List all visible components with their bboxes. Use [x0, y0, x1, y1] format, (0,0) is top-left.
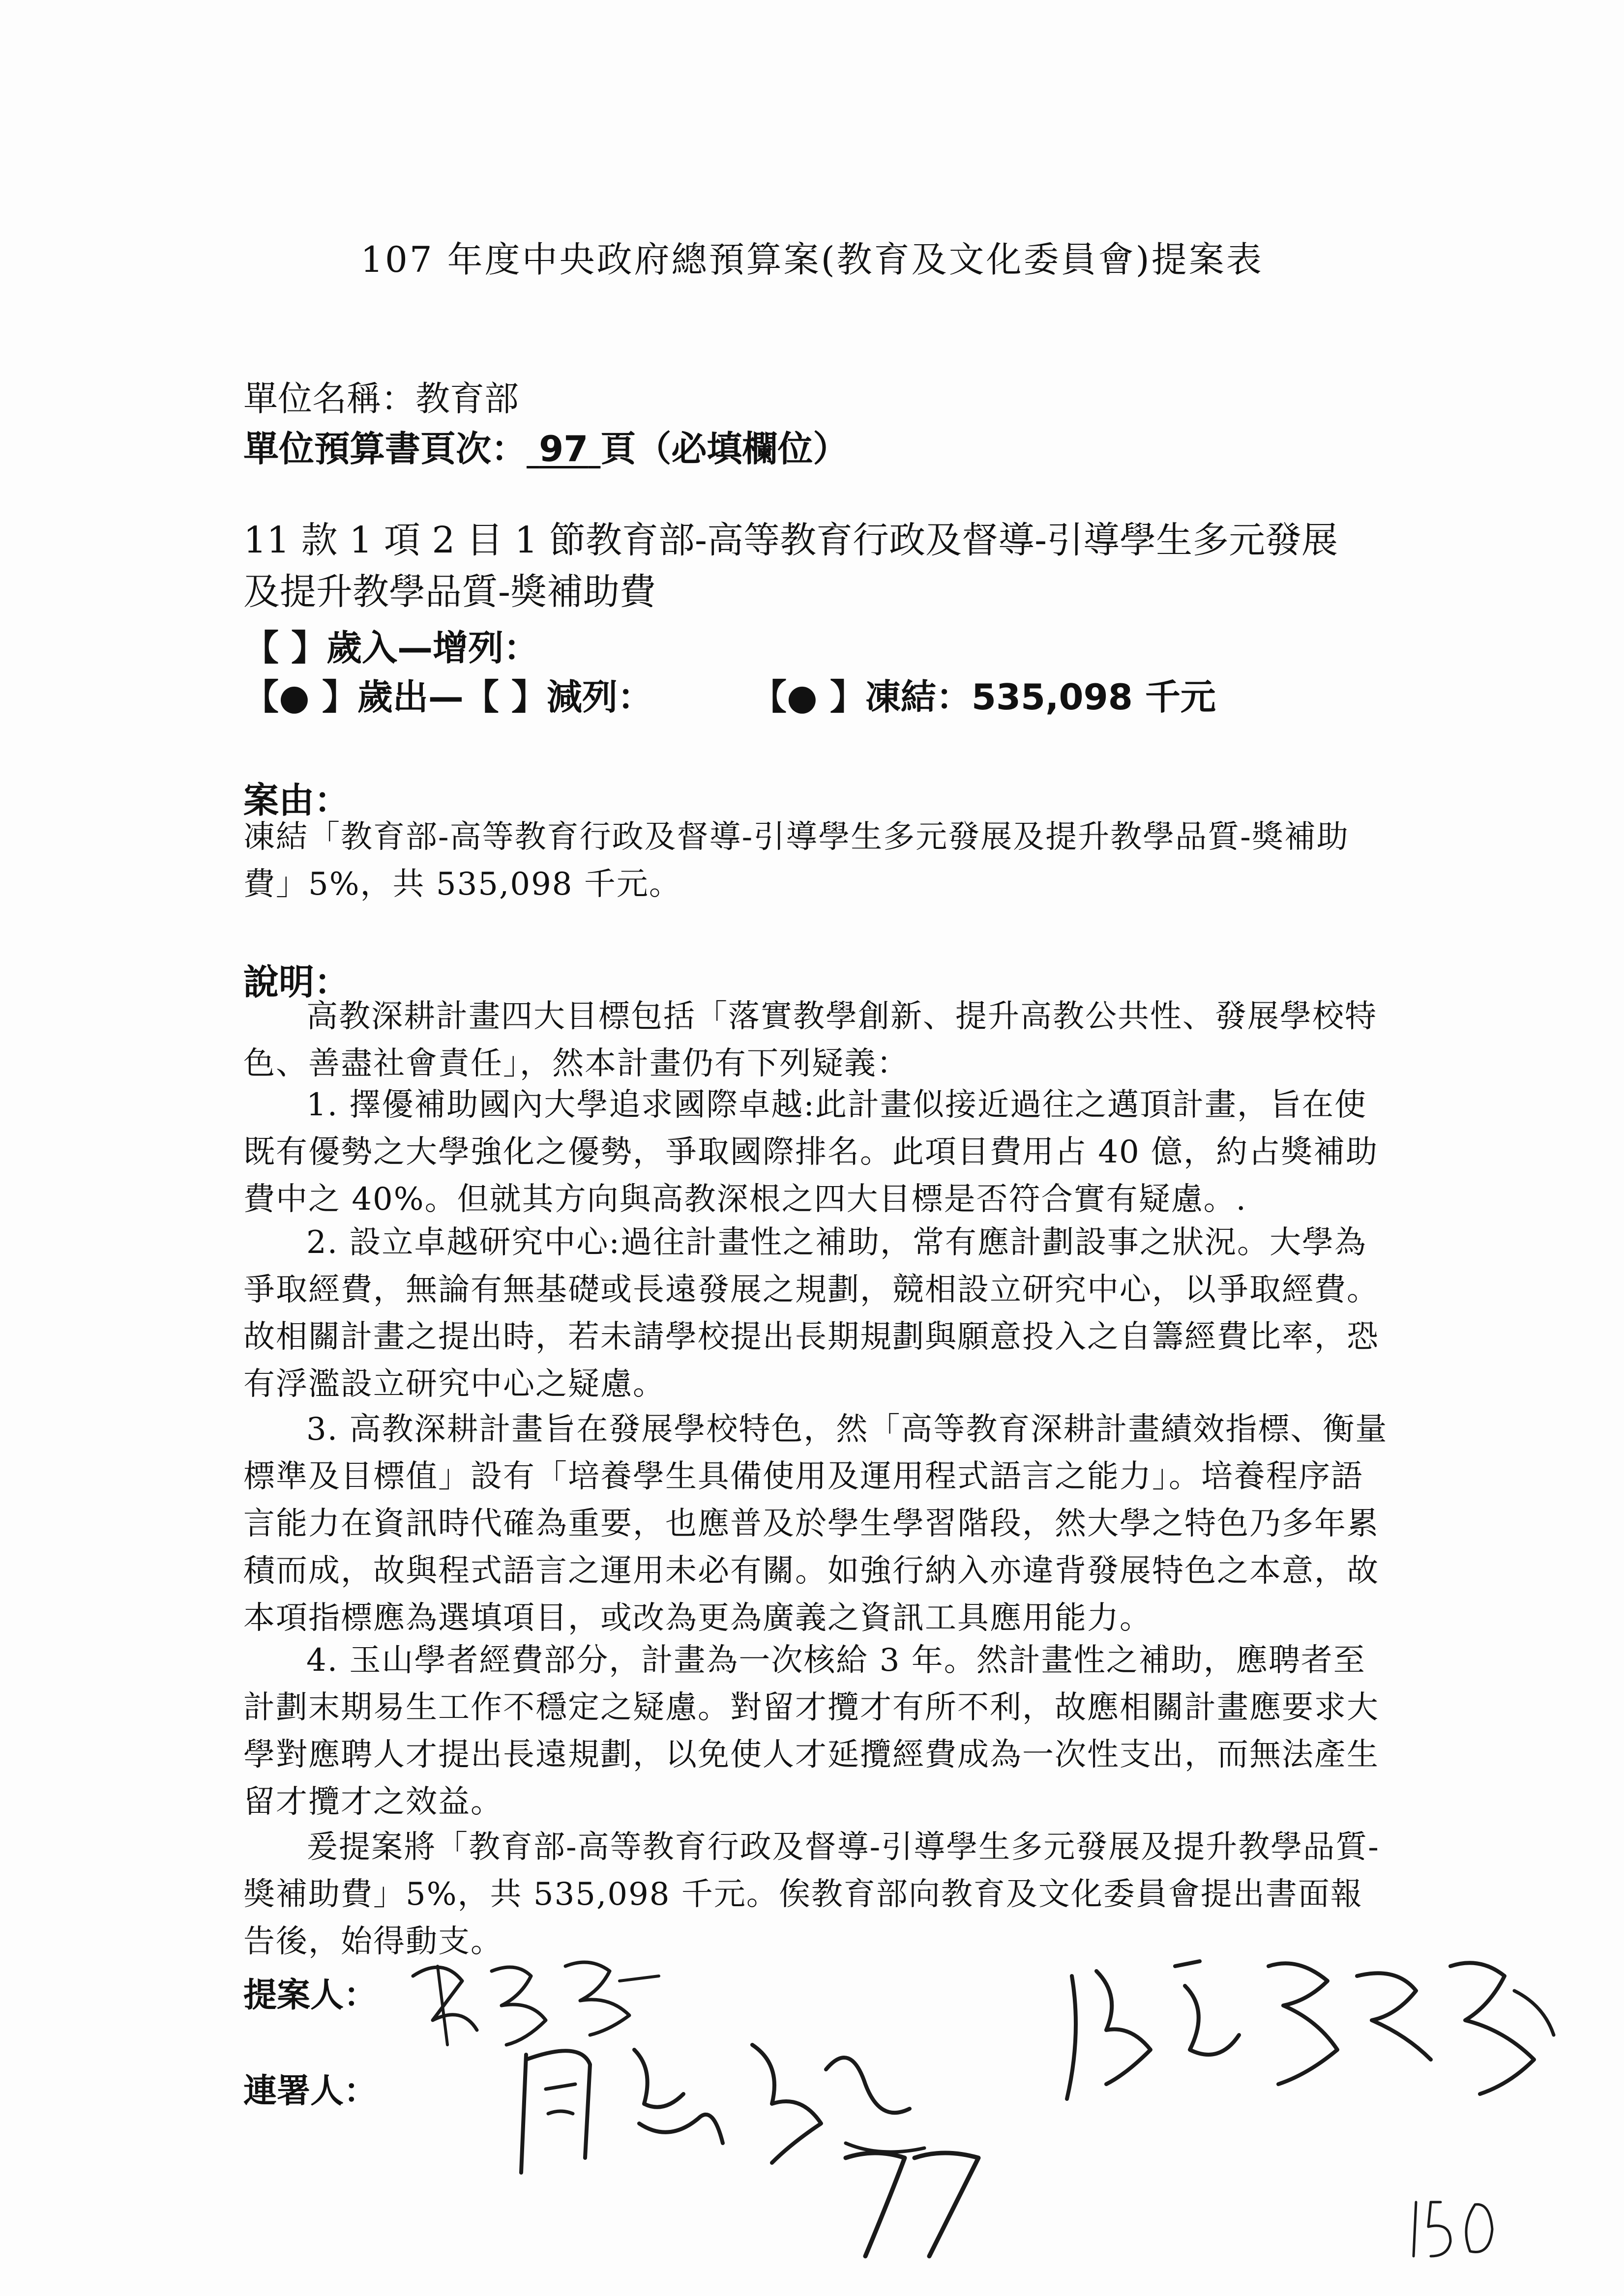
- budget-page-number: 97: [539, 428, 589, 469]
- explanation-point-3: 3. 高教深耕計畫旨在發展學校特色，然「高等教育深耕計畫績效指標、衡量標準及目標值」設有「培養學生具備使用及運用程式語言之能力」。培養程序語言能力在資訊時代確為重要，也應普及於學生學習階段，然大學之特色乃多年累積而成，故與程式語言之運用未必有關。如強行納入亦違背發展特色之本意，故本項指標應為選填項目，或改為更為廣義之資訊工具應用能力。: [243, 1411, 1388, 1636]
- reason-text: 凍結「教育部-高等教育行政及督導-引導學生多元發展及提升教學品質-獎補助費」5%，共 535,098 千元。: [243, 819, 1349, 902]
- expense-reduce: 【● 】歲出—【 】減列：: [243, 676, 653, 718]
- reason-label: 案由：: [243, 780, 350, 821]
- explanation-point-2: 2. 設立卓越研究中心:過往計畫性之補助，常有應計劃設事之狀況。大學為爭取經費，無論有無基礎或長遠發展之規劃，競相設立研究中心，以爭取經費。故相關計畫之提出時，若未請學校提出長期規劃與願意投入之自籌經費比率，恐有浮濫設立研究中心之疑慮。: [243, 1224, 1379, 1402]
- unit-name: 教育部: [415, 378, 519, 419]
- handwritten-number-mark: [1406, 2182, 1505, 2266]
- revenue-line: 【 】歲入—增列：: [243, 627, 539, 668]
- proposer-label: 提案人：: [243, 1976, 378, 2015]
- expense-line: [243, 668, 1216, 720]
- item-line-2: 及提升教學品質-獎補助費: [243, 571, 656, 613]
- item-line-1: 11 款 1 項 2 目 1 節教育部-高等教育行政及督導-引導學生多元發展: [243, 519, 1338, 561]
- explanation-label: 說明：: [243, 961, 350, 1003]
- expense-freeze: 【● 】凍結：535,098 千元: [751, 676, 1216, 718]
- budget-page-suffix: 頁（必填欄位）: [600, 428, 849, 469]
- unit-line: [243, 371, 519, 421]
- budget-page-label: 單位預算書頁次：: [243, 428, 527, 469]
- explanation-intro: 高教深耕計畫四大目標包括「落實教學創新、提升高教公共性、發展學校特色、善盡社會責任」，然本計畫仍有下列疑義：: [243, 998, 1377, 1082]
- budget-page-line: [243, 420, 848, 471]
- page-number-mark: [836, 2138, 993, 2266]
- explanation-conclusion: 爰提案將「教育部-高等教育行政及督導-引導學生多元發展及提升教學品質-獎補助費」5%，共 535,098 千元。俟教育部向教育及文化委員會提出書面報告後，始得動支。: [243, 1829, 1380, 1960]
- unit-label: 單位名稱：: [243, 378, 415, 419]
- explanation-point-4: 4. 玉山學者經費部分，計畫為一次核給 3 年。然計畫性之補助，應聘者至計劃末期易生工作不穩定之疑慮。對留才攬才有所不利，故應相關計畫應要求大學對應聘人才提出長遠規劃，以免使人才延攬經費成為一次性支出，而無法產生留才攬才之效益。: [243, 1642, 1379, 1820]
- cosigner-label: 連署人：: [243, 2072, 378, 2111]
- document-title: 107 年度中央政府總預算案(教育及文化委員會)提案表: [360, 239, 1264, 280]
- cosigner-signature-2: [1052, 1937, 1573, 2123]
- explanation-point-1: 1. 擇優補助國內大學追求國際卓越:此計畫似接近過往之邁頂計畫，旨在使既有優勢之大學強化之優勢，爭取國際排名。此項目費用占 40 億，約占獎補助費中之 40%。但就其方向與高教深根之四大目標是否符合實有疑慮。.: [243, 1087, 1379, 1218]
